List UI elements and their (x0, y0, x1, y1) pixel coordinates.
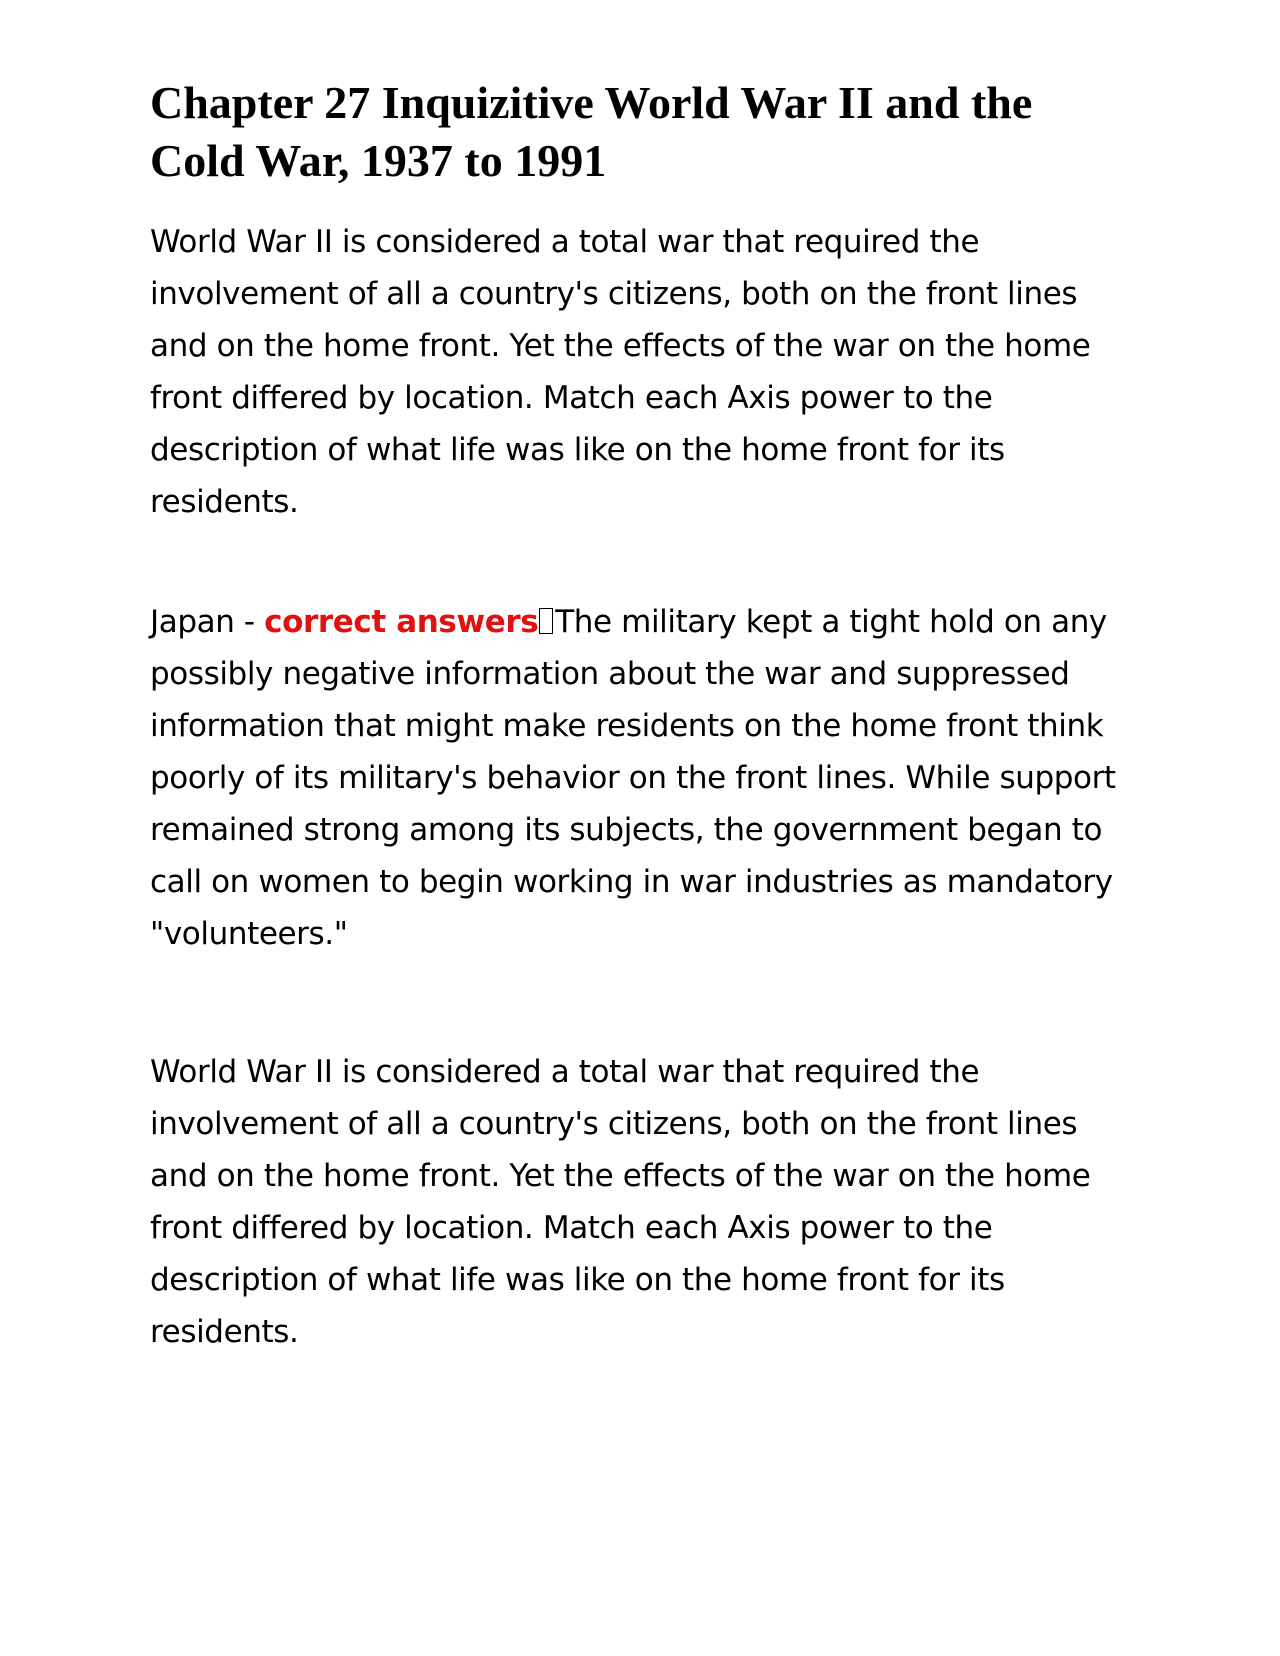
intro-paragraph: World War II is considered a total war that required the involvement of all a country's citizens, both on the front lines and on the home front. Yet the effects of the war on the home front differed by location. Match each Axis power to the description of what life was like on the home front for its residents. (150, 224, 1091, 520)
document-title: Chapter 27 Inquizitive World War II and the Cold War, 1937 to 1991 (150, 77, 1033, 186)
repeat-paragraph: World War II is considered a total war that required the involvement of all a country's citizens, both on the front lines and on the home front. Yet the effects of the war on the home front differed by location. Match each Axis power to the description of what life was like on the home front for its residents. (150, 1054, 1091, 1350)
answer-prefix: Japan - (150, 604, 265, 640)
document-page (150, 74, 1140, 1358)
answer-paragraph (150, 596, 1140, 960)
answer-text: The military kept a tight hold on any possibly negative information about the war and suppressed information that might make residents on the home front think poorly of its military's behavior on the front lines. While support remained strong among its subjects, the government began to call on women to begin working in war industries as mandatory "volunteers." (150, 604, 1116, 952)
missing-glyph-icon (539, 608, 553, 634)
answer-tag: correct answers (264, 604, 539, 640)
